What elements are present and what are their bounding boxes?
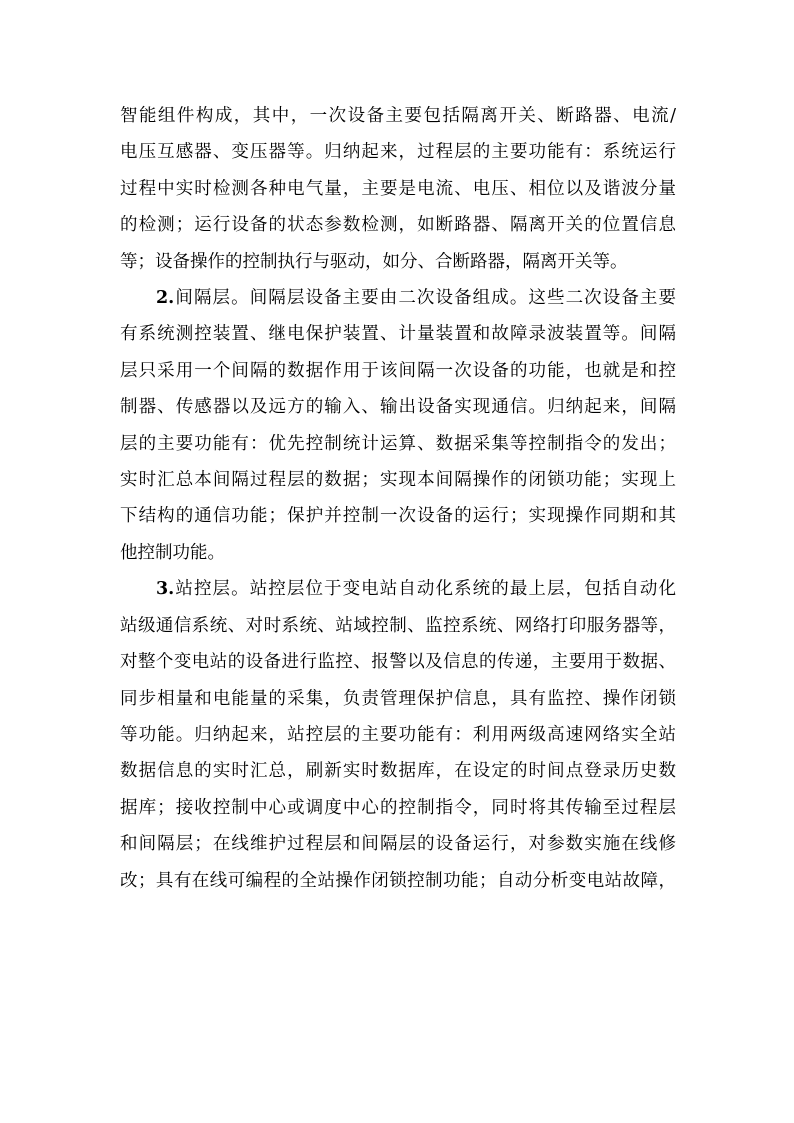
text-line: 等功能。归纳起来，站控层的主要功能有：利用两级高速网络实全站 <box>120 724 676 745</box>
text-line: 实时汇总本间隔过程层的数据；实现本间隔操作的闭锁功能；实现上 <box>120 470 676 491</box>
paragraph-station-layer <box>120 571 676 899</box>
text-line: 等；设备操作的控制执行与驱动，如分、合断路器，隔离开关等。 <box>120 251 628 272</box>
paragraph-process-layer <box>120 98 676 280</box>
text-line: 他控制功能。 <box>120 542 225 563</box>
text-line-content: 站控层。站控层位于变电站自动化系统的最上层，包括自动化 <box>174 579 676 600</box>
text-line: 过程中实时检测各种电气量，主要是电流、电压、相位以及谐波分量 <box>120 178 676 199</box>
text-line: 下结构的通信功能；保护并控制一次设备的运行；实现操作同期和其 <box>120 506 676 527</box>
paragraph-bay-layer <box>120 280 676 571</box>
document-body <box>120 98 676 899</box>
text-line: 改；具有在线可编程的全站操作闭锁控制功能；自动分析变电站故障， <box>120 870 676 891</box>
section-number: 2. <box>156 288 175 309</box>
text-line: 同步相量和电能量的采集，负责管理保护信息，具有监控、操作闭锁 <box>120 688 676 709</box>
section-number: 3. <box>156 579 175 600</box>
text-line: 电压互感器、变压器等。归纳起来，过程层的主要功能有：系统运行 <box>120 142 676 163</box>
text-line: 的检测；运行设备的状态参数检测，如断路器、隔离开关的位置信息 <box>120 215 676 236</box>
text-line <box>120 280 676 316</box>
text-line-content: 间隔层。间隔层设备主要由二次设备组成。这些二次设备主要 <box>174 288 676 309</box>
text-line: 据库；接收控制中心或调度中心的控制指令，同时将其传输至过程层 <box>120 797 676 818</box>
text-line: 和间隔层；在线维护过程层和间隔层的设备运行，对参数实施在线修 <box>120 834 676 855</box>
text-line: 数据信息的实时汇总，刷新实时数据库，在设定的时间点登录历史数 <box>120 761 676 782</box>
text-line: 层的主要功能有：优先控制统计运算、数据采集等控制指令的发出； <box>120 433 676 454</box>
text-line: 智能组件构成，其中，一次设备主要包括隔离开关、断路器、电流/ <box>120 106 676 126</box>
text-line <box>120 571 676 607</box>
text-line: 有系统测控装置、继电保护装置、计量装置和故障录波装置等。间隔 <box>120 324 676 345</box>
text-line: 对整个变电站的设备进行监控、报警以及信息的传递，主要用于数据、 <box>120 652 676 673</box>
text-line: 层只采用一个间隔的数据作用于该间隔一次设备的功能，也就是和控 <box>120 360 676 381</box>
text-line: 制器、传感器以及远方的输入、输出设备实现通信。归纳起来，间隔 <box>120 397 676 418</box>
text-line: 站级通信系统、对时系统、站域控制、监控系统、网络打印服务器等， <box>120 615 676 636</box>
